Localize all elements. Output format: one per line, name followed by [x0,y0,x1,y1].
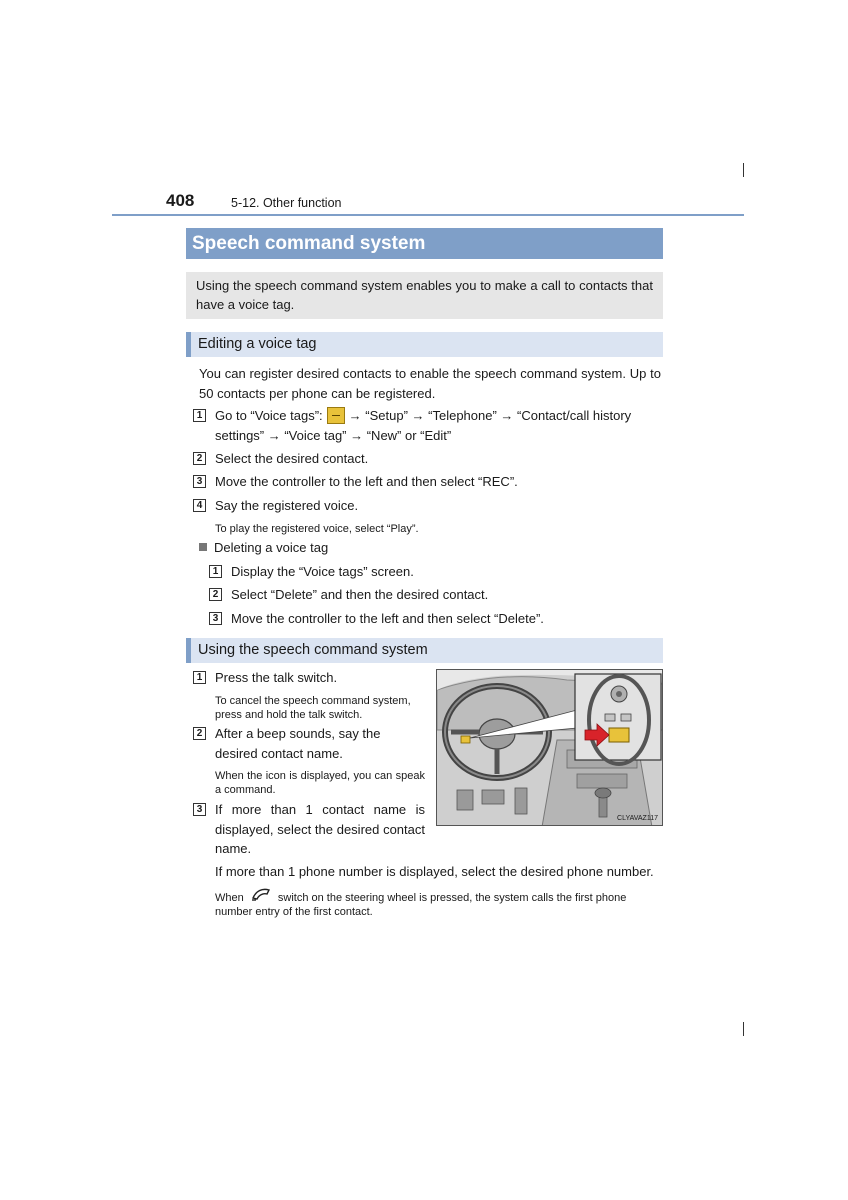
page-number: 408 [166,191,195,210]
cockpit-drawing [437,670,663,826]
figure-code: CLYAVAZ117 [617,815,658,822]
crop-mark-top [743,163,744,177]
editing-step-1 [215,406,663,445]
deleting-heading-label: Deleting a voice tag [214,540,329,555]
using-heading: Using the speech command system [186,638,663,663]
editing-step-4: Say the registered voice. [215,498,359,513]
using-after-note: If more than 1 phone number is displayed, select the desired phone number. [215,864,654,879]
deleting-step-1: Display the “Voice tags” screen. [231,564,414,579]
using-step-1: Press the talk switch. [215,670,338,685]
square-bullet-icon [199,543,207,551]
editing-description: You can register desired contacts to enable the speech command system. Up to 50 contacts per phone can be registered. [199,366,661,401]
editing-step-3: Move the controller to the left and then select “REC”. [215,474,518,489]
phone-off-hook-icon [250,887,272,903]
step-number-3: 3 [193,475,206,488]
editing-heading: Editing a voice tag [186,332,663,357]
deleting-step-2: Select “Delete” and then the desired contact. [231,587,489,602]
deleting-heading [199,538,328,558]
intro-box: Using the speech command system enables you to make a call to contacts that have a voice tag. [186,272,663,319]
using-step-2: After a beep sounds, say the desired contact name. [215,726,381,761]
using-step-1-note: To cancel the speech command system, press and hold the talk switch. [215,695,411,721]
step-number-2: 2 [193,452,206,465]
delete-step-number-3: 3 [209,612,222,625]
step-number-1: 1 [193,409,206,422]
editing-step-1-post: → “Setup” → “Telephone” → “Contact/call history settings” → “Voice tag” → “New” or “Edit” [215,408,632,443]
using-step-2-note: When the icon is displayed, you can speak a command. [215,770,425,796]
steering-wheel-illustration [436,669,663,826]
editing-step-2: Select the desired contact. [215,451,369,466]
final-note-post: switch on the steering wheel is pressed, the system calls the first phone number entry of the first contact. [215,892,627,918]
step-number-4: 4 [193,499,206,512]
deleting-step-3: Move the controller to the left and then select “Delete”. [231,611,544,626]
editing-step-1-pre: Go to “Voice tags”: [215,408,323,423]
section-reference: 5-12. Other function [231,196,342,210]
using-step-number-2: 2 [193,727,206,740]
header-rule [112,214,744,216]
final-note-pre: When [215,892,244,904]
using-step-3: If more than 1 contact name is displayed, select the desired contact name. [215,802,425,856]
crop-mark-bottom [743,1022,744,1036]
page-title: Speech command system [186,228,663,259]
using-step-number-1: 1 [193,671,206,684]
delete-step-number-1: 1 [209,565,222,578]
editing-note: To play the registered voice, select “Play”. [215,523,419,535]
menu-button-icon [327,407,345,424]
delete-step-number-2: 2 [209,588,222,601]
using-step-number-3: 3 [193,803,206,816]
using-final-note [215,887,663,919]
